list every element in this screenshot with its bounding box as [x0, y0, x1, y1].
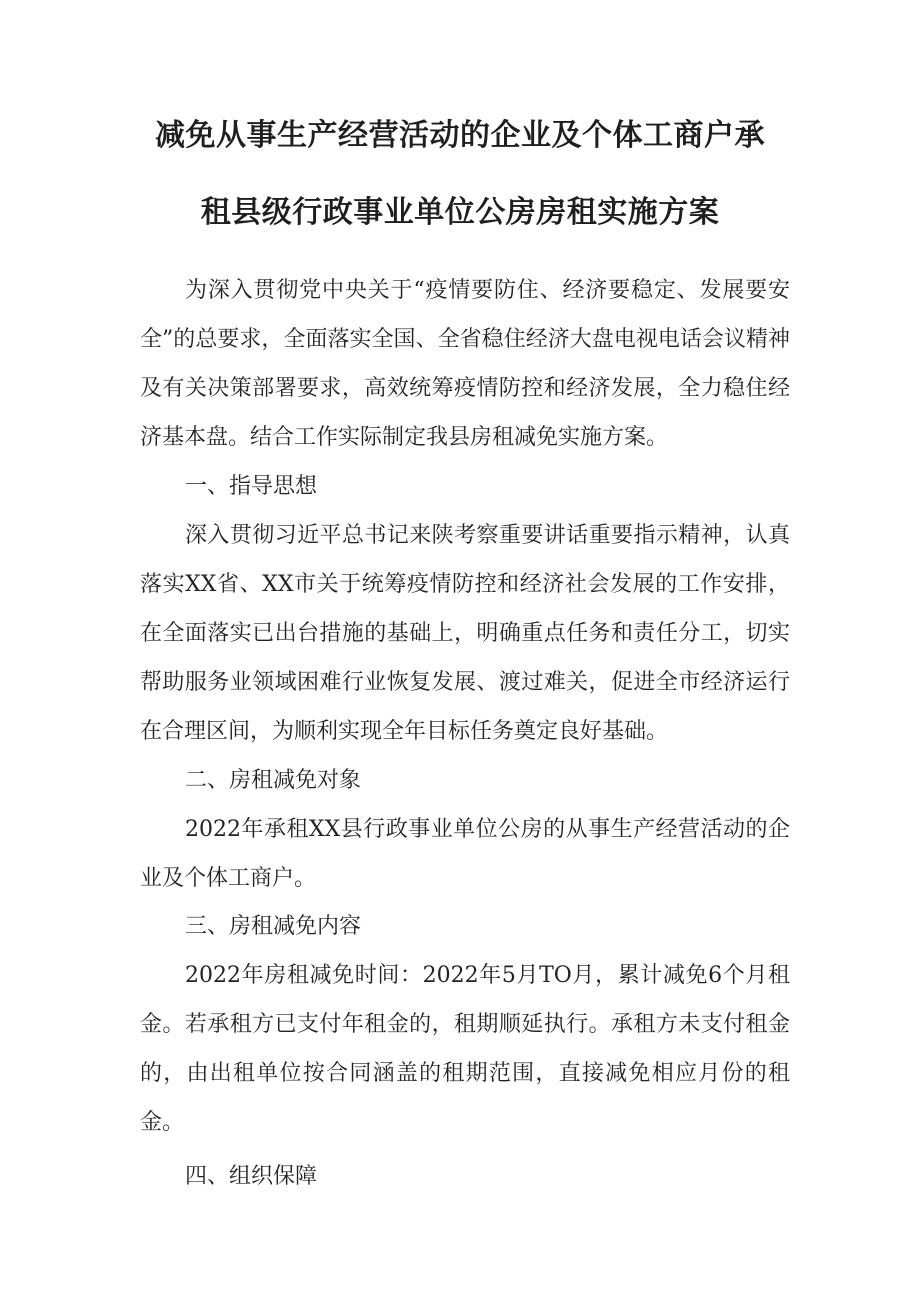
- section-4-heading: 四、组织保障: [185, 1164, 318, 1189]
- document-title-line-2: 租县级行政事业单位公房房租实施方案: [200, 195, 720, 230]
- intro-paragraph: 为深入贯彻党中央关于“疫情要防住、经济要稳定、发展要安全”的总要求，全面落实全国、全省稳住经济大盘电视电话会议精神及有关决策部署要求，高效统筹疫情防控和经济发展，全力稳住经济基本盘。结合工作实际制定我县房租减免实施方案。: [140, 278, 790, 450]
- section-1-heading: 一、指导思想: [185, 474, 318, 499]
- section-3-paragraph: 2022年房租减免时间：2022年5月TO月，累计减免6个月租金。若承租方已支付年租金的，租期顺延执行。承租方未支付租金的，由出租单位按合同涵盖的租期范围，直接减免相应月份的租金。: [140, 963, 790, 1135]
- section-3-heading: 三、房租减免内容: [185, 914, 362, 939]
- section-1-paragraph: 深入贯彻习近平总书记来陕考察重要讲话重要指示精神，认真落实XX省、XX市关于统筹疫情防控和经济社会发展的工作安排，在全面落实已出台措施的基础上，明确重点任务和责任分工，切实帮助服务业领域困难行业恢复发展、渡过难关，促进全市经济运行在合理区间，为顺利实现全年目标任务奠定良好基础。: [140, 523, 790, 744]
- section-2-heading: 二、房租减免对象: [185, 768, 362, 793]
- document-title-line-1: 减免从事生产经营活动的企业及个体工商户承: [155, 118, 765, 153]
- section-2-paragraph: 2022年承租XX县行政事业单位公房的从事生产经营活动的企业及个体工商户。: [140, 817, 790, 891]
